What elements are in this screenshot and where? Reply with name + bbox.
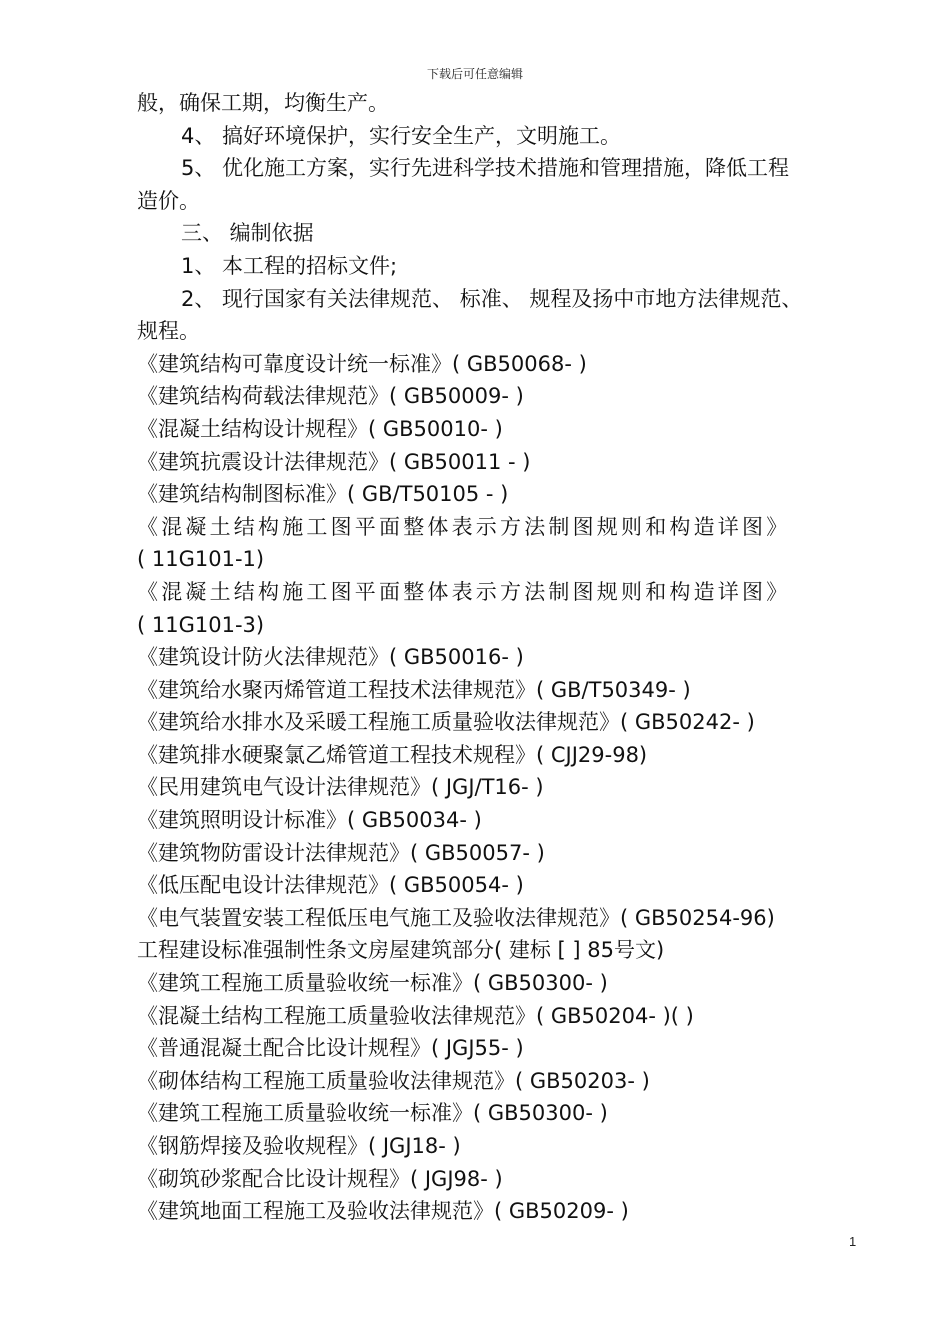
numbered-item-1: 1、 本工程的招标文件; [181,253,398,278]
standard-reference: 《建筑给水排水及采暖工程施工质量验收法律规范》( GB50242- ) [137,710,755,735]
standard-reference: 《建筑设计防火法律规范》( GB50016- ) [137,645,524,670]
standard-reference: 《建筑工程施工质量验收统一标准》( GB50300- ) [137,971,608,996]
standard-reference: 《建筑结构制图标准》( GB/T50105 - ) [137,482,509,507]
standard-reference: 《建筑照明设计标准》( GB50034- ) [137,808,482,833]
standard-reference: 《砌体结构工程施工质量验收法律规范》( GB50203- ) [137,1068,650,1093]
section-heading: 三、 编制依据 [181,221,314,246]
body-line: 般，确保工期，均衡生产。 [137,91,389,115]
standard-code: ( 11G101-1) [137,547,265,572]
body-line: 造价。 [137,188,200,213]
standard-reference: 《建筑排水硬聚氯乙烯管道工程技术规程》( CJJ29-98) [137,742,648,767]
standard-reference: 《钢筋焊接及验收规程》( JGJ18- ) [137,1134,461,1158]
numbered-item-2: 2、 现行国家有关法律规范、 标准、 规程及扬中市地方法律规范、 [181,286,803,311]
numbered-item-4: 4、 搞好环境保护，实行安全生产，文明施工。 [181,123,622,148]
standard-reference: 《低压配电设计法律规范》( GB50054- ) [137,873,524,898]
standard-code: ( 11G101-3) [137,612,265,637]
standard-reference: 《建筑物防雷设计法律规范》( GB50057- ) [137,840,545,865]
standard-reference: 《建筑地面工程施工及验收法律规范》( GB50209- ) [137,1199,629,1224]
standard-reference: 《电气装置安装工程低压电气施工及验收法律规范》( GB50254-96) [137,905,775,930]
page-header: 下载后可任意编辑 [426,67,523,81]
body-line: 规程。 [137,319,200,344]
standard-reference: 《混凝土结构工程施工质量验收法律规范》( GB50204- )( ) [137,1003,694,1028]
standard-reference: 《混凝土结构施工图平面整体表示方法制图规则和构造详图》 [137,579,791,604]
page-number: 1 [849,1234,857,1249]
numbered-item-5: 5、 优化施工方案，实行先进科学技术措施和管理措施，降低工程 [181,156,790,181]
standard-reference: 《混凝土结构施工图平面整体表示方法制图规则和构造详图》 [137,514,791,539]
standard-reference: 《建筑给水聚丙烯管道工程技术法律规范》( GB/T50349- ) [137,677,691,702]
standard-reference: 《建筑工程施工质量验收统一标准》( GB50300- ) [137,1101,608,1126]
standard-reference: 《建筑抗震设计法律规范》( GB50011 - ) [137,449,531,474]
standard-reference: 《砌筑砂浆配合比设计规程》( JGJ98- ) [137,1166,503,1191]
document-body [137,87,887,1228]
standard-reference: 《混凝土结构设计规程》( GB50010- ) [137,416,503,441]
standard-reference: 工程建设标准强制性条文房屋建筑部分( 建标 [ ] 85号文) [137,938,665,963]
standard-reference: 《建筑结构荷载法律规范》( GB50009- ) [137,384,524,409]
standard-reference: 《建筑结构可靠度设计统一标准》( GB50068- ) [137,351,587,376]
standard-reference: 《民用建筑电气设计法律规范》( JGJ/T16- ) [137,775,544,800]
standard-reference: 《普通混凝土配合比设计规程》( JGJ55- ) [137,1036,524,1061]
